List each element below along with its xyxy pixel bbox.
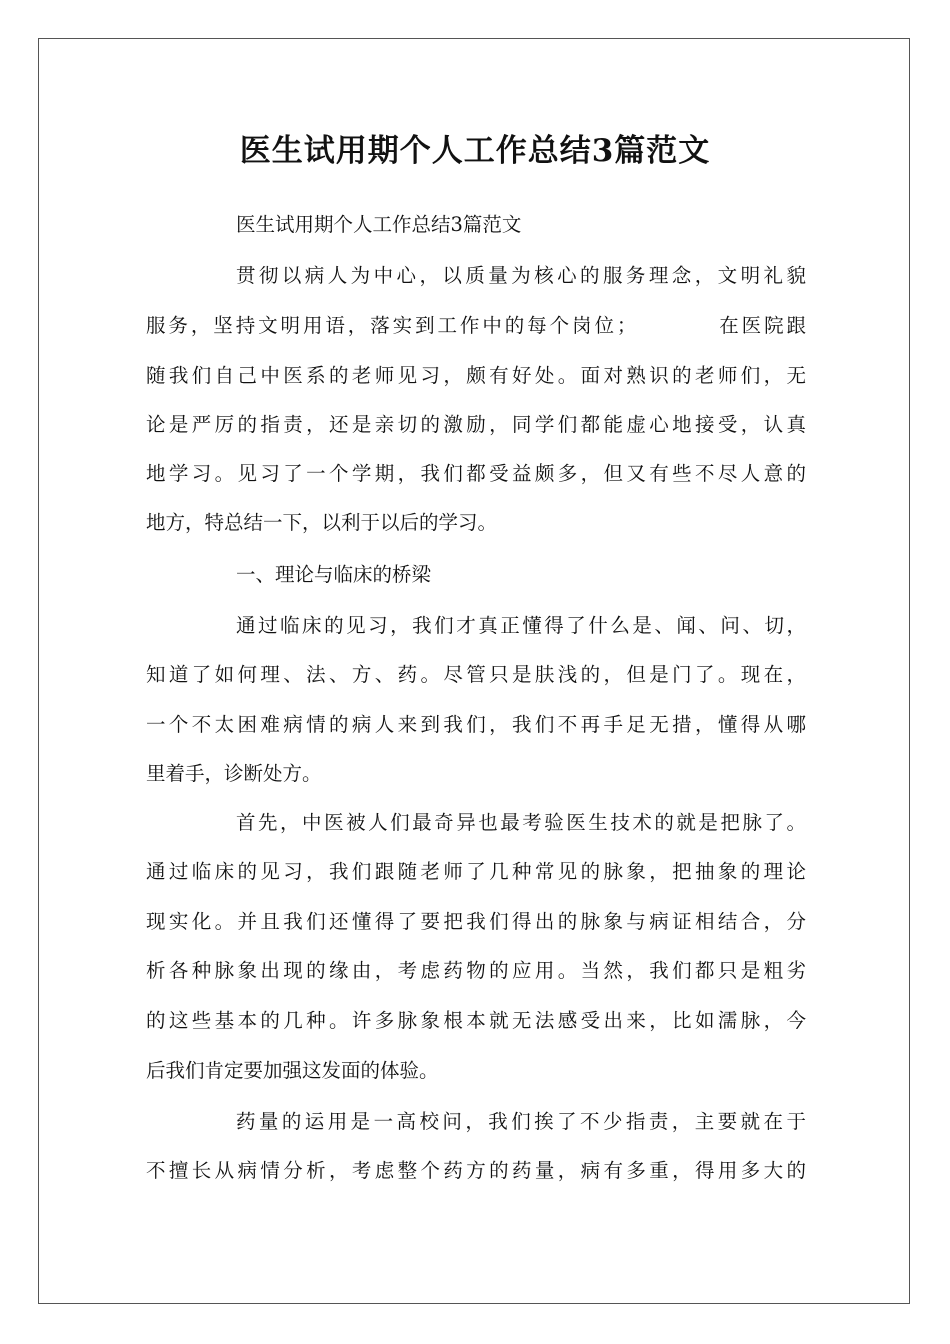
body-line: 不擅长从病情分析，考虑整个药方的药量，病有多重，得用多大的 — [146, 1159, 806, 1182]
body-line: 一个不太困难病情的病人来到我们，我们不再手足无措，懂得从哪 — [146, 713, 806, 736]
body-line: 首先，中医被人们最奇异也最考验医生技术的就是把脉了。 — [236, 811, 806, 834]
body-line: 后我们肯定要加强这发面的体验。 — [146, 1059, 439, 1082]
body-line: 里着手，诊断处方。 — [146, 762, 322, 785]
body-line: 析各种脉象出现的缘由，考虑药物的应用。当然，我们都只是粗劣 — [146, 959, 806, 982]
body-line: 的这些基本的几种。许多脉象根本就无法感受出来，比如濡脉，今 — [146, 1009, 806, 1032]
body-line: 通过临床的见习，我们跟随老师了几种常见的脉象，把抽象的理论 — [146, 860, 806, 883]
body-line: 通过临床的见习，我们才真正懂得了什么是、闻、问、切， — [236, 614, 806, 637]
body-line: 医生试用期个人工作总结3篇范文 — [236, 213, 522, 236]
body-line: 地方，特总结一下，以利于以后的学习。 — [146, 511, 498, 534]
body-line: 服务，坚持文明用语，落实到工作中的每个岗位； 在医院跟 — [146, 314, 806, 337]
body-line: 知道了如何理、法、方、药。尽管只是肤浅的，但是门了。现在， — [146, 663, 806, 686]
body-line: 论是严厉的指责，还是亲切的激励，同学们都能虚心地接受，认真 — [146, 413, 806, 436]
body-line: 药量的运用是一高校问，我们挨了不少指责，主要就在于 — [236, 1110, 806, 1133]
body-line: 贯彻以病人为中心，以质量为核心的服务理念，文明礼貌 — [236, 264, 806, 287]
body-line: 现实化。并且我们还懂得了要把我们得出的脉象与病证相结合，分 — [146, 910, 806, 933]
document-title: 医生试用期个人工作总结3篇范文 — [239, 133, 711, 169]
section-heading: 一、理论与临床的桥梁 — [236, 563, 432, 586]
body-line: 地学习。见习了一个学期，我们都受益颇多，但又有些不尽人意的 — [146, 462, 806, 485]
body-line: 随我们自己中医系的老师见习，颇有好处。面对熟识的老师们，无 — [146, 364, 806, 387]
